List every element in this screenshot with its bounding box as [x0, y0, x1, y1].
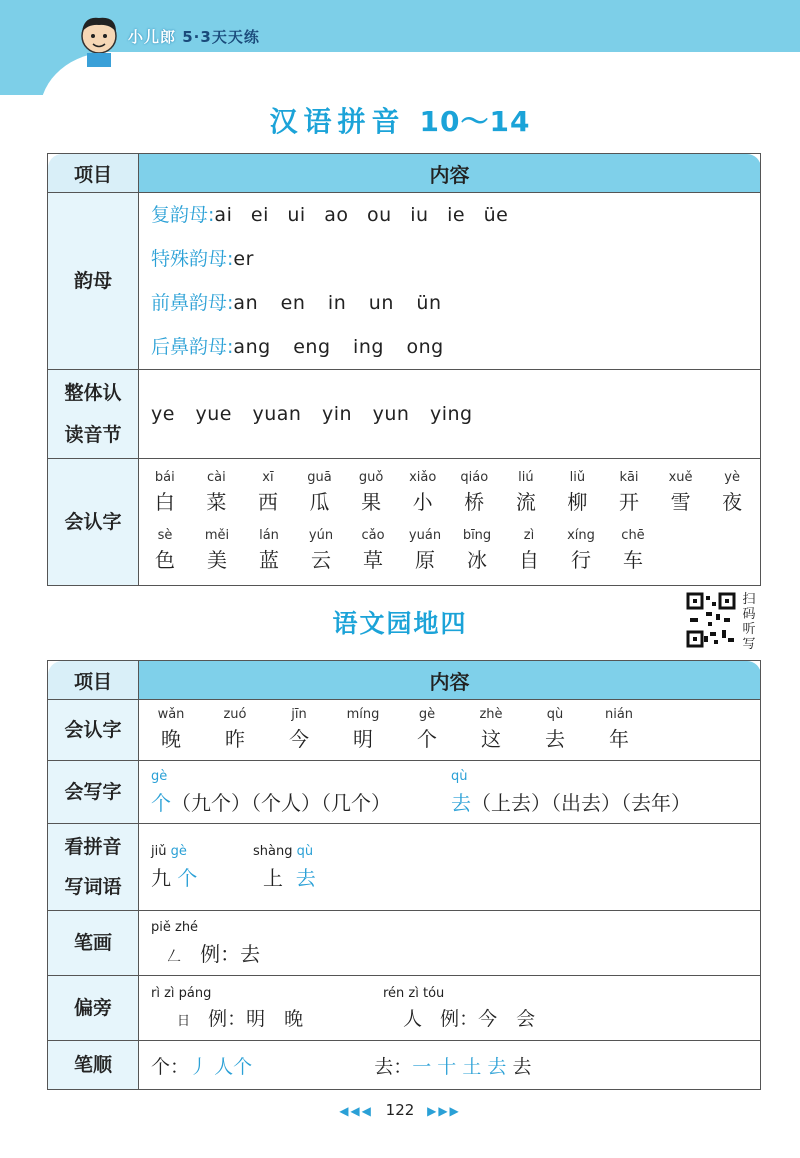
char-hanzi: 昨 — [225, 727, 245, 751]
char-hanzi: 柳 — [567, 490, 588, 514]
word-char: 九 — [151, 865, 171, 890]
table-row-huirenzi — [48, 459, 761, 586]
char-pinyin: wǎn — [157, 707, 185, 722]
char-hanzi: 小 — [412, 490, 433, 514]
char-pinyin: zuó — [223, 707, 247, 722]
char-pinyin: xiǎo — [409, 470, 437, 485]
row-label-yunmu: 韵母 — [48, 193, 139, 370]
yunmu-items: an en in un ün — [233, 292, 442, 314]
word-char: 上 — [263, 865, 283, 890]
char-cell — [395, 706, 459, 754]
stroke-step: 去 — [512, 1055, 532, 1078]
example-text: 例：明 晚 — [208, 1007, 304, 1030]
row-label-kanpinyin — [48, 824, 139, 911]
char-hanzi: 个 — [417, 727, 437, 751]
series-name: 5·3天天练 — [182, 28, 260, 46]
char-pinyin: jīn — [291, 707, 307, 722]
char-pinyin: guā — [307, 470, 332, 485]
row-content-huixiezi — [139, 761, 761, 824]
stroke-char: 个： — [151, 1055, 190, 1078]
char-row — [139, 706, 760, 754]
char-cell — [448, 469, 500, 517]
char-pinyin: lán — [259, 528, 279, 543]
label-line: 读音节 — [64, 424, 122, 446]
char-hanzi: 云 — [311, 548, 331, 572]
section1-title-text: 汉语拼音 — [269, 105, 406, 138]
char-hanzi: 去 — [545, 727, 565, 751]
char-cell — [603, 469, 655, 517]
char-pinyin: sè — [157, 528, 173, 543]
char-hanzi: 开 — [618, 490, 639, 514]
char-cell — [451, 527, 503, 575]
table-row-zhengti — [48, 370, 761, 459]
char-hanzi: 草 — [363, 548, 383, 572]
row-label-huirenzi2: 会认字 — [48, 700, 139, 761]
stroke-glyph: 𠃋 — [167, 948, 181, 965]
stroke-step: 人 — [214, 1055, 234, 1078]
yunmu-items: ai ei ui ao ou iu ie üe — [214, 204, 509, 226]
char-row — [139, 469, 758, 517]
char-pinyin: zì — [523, 528, 535, 543]
table-row-huirenzi2 — [48, 700, 761, 761]
char-cell — [191, 469, 243, 517]
row-content-zhengti — [139, 370, 761, 459]
char-hanzi: 流 — [515, 490, 536, 514]
yunmu-type: 前鼻韵母 — [151, 292, 228, 314]
yunmu-line: 前鼻韵母:an en in un ün — [151, 292, 442, 314]
pinyin: rì zì páng — [151, 985, 212, 1001]
yunmu-line: 复韵母:ai ei ui ao ou iu ie üe — [151, 204, 509, 226]
yunmu-line: 特殊韵母:er — [151, 248, 254, 270]
char-pinyin: qù — [546, 707, 564, 722]
char-hanzi: 雪 — [670, 490, 691, 514]
zhengti-items: ye yue yuan yin yun ying — [151, 403, 473, 425]
char-pinyin: bái — [154, 470, 175, 485]
page-number: 122 — [385, 1101, 415, 1119]
brand-label — [128, 26, 260, 47]
word-char: 去 — [295, 865, 316, 890]
brand-name: 小儿郎 — [128, 28, 177, 46]
char-pinyin: yè — [724, 470, 740, 485]
row-content-bishun — [139, 1041, 761, 1090]
pinyin: shàng — [253, 843, 293, 859]
pinyin: qù — [296, 843, 314, 859]
table-row-pianpang — [48, 976, 761, 1041]
char-pinyin: xī — [262, 470, 274, 485]
char-pinyin: qiáo — [460, 470, 489, 485]
char-hanzi: 夜 — [722, 490, 743, 514]
row-label-huirenzi: 会认字 — [48, 459, 139, 586]
stroke-step: 土 — [462, 1055, 482, 1078]
char-hanzi: 冰 — [467, 548, 487, 572]
section1-title — [0, 100, 800, 140]
char-cell — [242, 469, 294, 517]
row-content-huirenzi — [139, 459, 761, 586]
row-content-kanpinyin — [139, 824, 761, 911]
char-cell — [294, 469, 346, 517]
char-cell — [139, 469, 191, 517]
radical-glyph: 人 — [403, 1007, 423, 1030]
write-char: 去 — [451, 790, 471, 815]
char-cell — [523, 706, 587, 754]
example-text: 例：今 会 — [440, 1007, 536, 1030]
row-content-pianpang — [139, 976, 761, 1041]
word-list: （上去）（出去）（去年） — [471, 790, 691, 815]
char-cell — [706, 469, 758, 517]
char-cell — [397, 469, 449, 517]
char-hanzi: 车 — [623, 548, 643, 572]
yunmu-type: 后鼻韵母 — [151, 336, 228, 358]
char-cell — [139, 527, 191, 575]
char-pinyin: zhè — [479, 707, 503, 722]
col-content-header: 内容 — [139, 154, 761, 193]
char-cell — [500, 469, 552, 517]
prev-arrows-icon: ◀◀◀ — [339, 1104, 373, 1118]
yunmu-line: 后鼻韵母:ang eng ing ong — [151, 336, 444, 358]
yunmu-items: ang eng ing ong — [233, 336, 444, 358]
page-footer — [0, 1101, 800, 1119]
section2-title: 语文园地四 — [332, 609, 468, 638]
col-item-header: 项目 — [48, 154, 139, 193]
char-cell — [655, 469, 707, 517]
char-hanzi: 白 — [154, 490, 175, 514]
row-label-bishun: 笔顺 — [48, 1041, 139, 1090]
char-cell — [399, 527, 451, 575]
char-hanzi: 蓝 — [259, 548, 279, 572]
example-text: 例：去 — [200, 941, 261, 966]
pinyin: piě zhé — [151, 919, 199, 935]
label-line: 看拼音 — [64, 836, 122, 858]
char-cell — [555, 527, 607, 575]
char-hanzi: 晚 — [161, 727, 181, 751]
char-pinyin: nián — [604, 707, 634, 722]
char-cell — [203, 706, 267, 754]
char-pinyin: bīng — [462, 528, 492, 543]
row-content-bihua — [139, 911, 761, 976]
pinyin-table — [47, 153, 761, 586]
char-pinyin: chē — [621, 528, 645, 543]
char-hanzi: 瓜 — [309, 490, 330, 514]
word-char: 个 — [177, 865, 198, 890]
char-hanzi: 自 — [519, 548, 539, 572]
char-cell — [345, 469, 397, 517]
table-row-bishun — [48, 1041, 761, 1090]
yunmu-type: 特殊韵母 — [151, 248, 228, 270]
char-hanzi: 西 — [257, 490, 278, 514]
radical-glyph: 日 — [177, 1013, 191, 1029]
char-cell — [503, 527, 555, 575]
char-cell — [267, 706, 331, 754]
char-cell — [139, 706, 203, 754]
char-pinyin: cǎo — [361, 528, 385, 543]
char-cell — [191, 527, 243, 575]
pinyin: jiǔ — [151, 843, 167, 859]
char-cell — [347, 527, 399, 575]
stroke-step: 十 — [437, 1055, 457, 1078]
section1-range: 10～14 — [419, 105, 531, 138]
char-hanzi: 原 — [415, 548, 435, 572]
qr-label: 扫码听写 — [742, 592, 756, 652]
char-hanzi: 色 — [155, 548, 175, 572]
char-hanzi: 年 — [609, 727, 629, 751]
label-line: 写词语 — [64, 876, 122, 898]
stroke-step: 去 — [487, 1055, 507, 1078]
col-content-header: 内容 — [139, 661, 761, 700]
char-pinyin: yuán — [408, 528, 442, 543]
char-hanzi: 行 — [571, 548, 591, 572]
char-pinyin: cài — [207, 470, 226, 485]
mascot-logo — [74, 12, 124, 68]
table-row-kanpinyin — [48, 824, 761, 911]
char-pinyin: kāi — [619, 470, 639, 485]
pinyin: qù — [451, 768, 468, 784]
char-hanzi: 美 — [207, 548, 227, 572]
char-hanzi: 菜 — [206, 490, 227, 514]
col-item-header: 项目 — [48, 661, 139, 700]
table-header — [48, 661, 761, 700]
word-list: （九个）（个人）（几个） — [171, 790, 391, 815]
char-row — [139, 527, 758, 575]
stroke-step: 丿 — [189, 1055, 209, 1078]
char-hanzi: 果 — [361, 490, 382, 514]
char-pinyin: měi — [204, 528, 230, 543]
char-pinyin: guǒ — [358, 470, 384, 485]
char-cell — [331, 706, 395, 754]
table-row-yunmu — [48, 193, 761, 370]
table-header — [48, 154, 761, 193]
write-char: 个 — [151, 790, 171, 815]
pinyin: rén zì tóu — [383, 985, 445, 1001]
char-pinyin: yún — [308, 528, 334, 543]
char-pinyin: liú — [518, 470, 534, 485]
char-pinyin: míng — [346, 707, 380, 722]
next-arrows-icon: ▶▶▶ — [427, 1104, 461, 1118]
char-hanzi: 这 — [481, 727, 501, 751]
row-label-zhengti — [48, 370, 139, 459]
char-pinyin: xíng — [567, 528, 595, 543]
pinyin: gè — [170, 843, 187, 859]
pinyin: gè — [151, 768, 168, 784]
row-content-huirenzi2 — [139, 700, 761, 761]
table-row-huixiezi — [48, 761, 761, 824]
yunmu-items: er — [233, 248, 254, 270]
char-hanzi: 今 — [289, 727, 309, 751]
char-cell — [295, 527, 347, 575]
char-cell — [459, 706, 523, 754]
label-line: 整体认 — [64, 382, 122, 404]
stroke-char: 去： — [374, 1055, 413, 1078]
qr-code-icon[interactable] — [686, 592, 736, 648]
row-label-huixiezi: 会写字 — [48, 761, 139, 824]
row-label-bihua: 笔画 — [48, 911, 139, 976]
char-cell — [552, 469, 604, 517]
char-cell — [243, 527, 295, 575]
char-hanzi: 桥 — [464, 490, 485, 514]
row-content-yunmu — [139, 193, 761, 370]
char-cell — [587, 706, 651, 754]
yuwen-table — [47, 660, 761, 1090]
table-row-bihua — [48, 911, 761, 976]
yunmu-type: 复韵母 — [151, 204, 209, 226]
char-hanzi: 明 — [353, 727, 373, 751]
stroke-step: 一 — [412, 1055, 432, 1078]
stroke-step: 个 — [233, 1055, 253, 1078]
char-pinyin: xuě — [668, 470, 693, 485]
char-cell — [607, 527, 659, 575]
char-pinyin: liǔ — [569, 470, 586, 485]
row-label-pianpang: 偏旁 — [48, 976, 139, 1041]
char-pinyin: gè — [418, 707, 436, 722]
